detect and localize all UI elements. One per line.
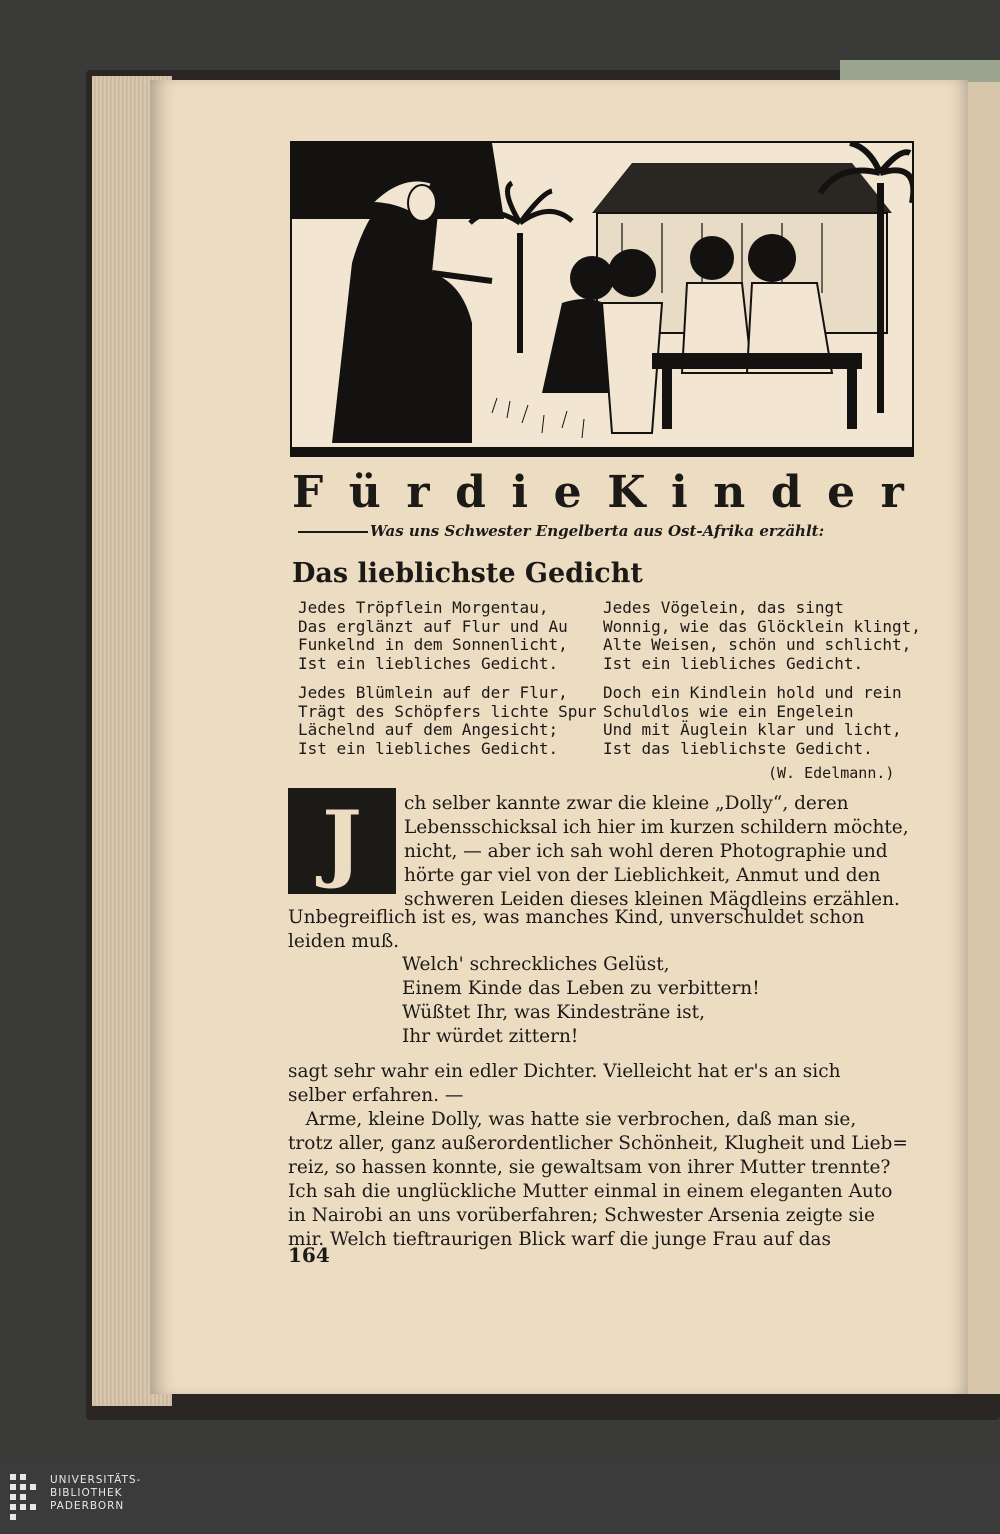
poem-line: Schuldlos wie ein Engelein bbox=[603, 701, 854, 721]
text-line: Arme, kleine Dolly, was hatte sie verbrochen, daß man sie, bbox=[288, 1109, 857, 1130]
library-name-line: PADERBORN bbox=[50, 1500, 125, 1512]
title-letter: ü bbox=[348, 466, 381, 518]
library-name-line: UNIVERSITÄTS- bbox=[50, 1474, 142, 1486]
text-line: in Nairobi an uns vorüberfahren; Schwester Arsenia zeigte sie bbox=[288, 1205, 875, 1226]
title-letter: i bbox=[511, 466, 529, 518]
text-line: mir. Welch tieftraurigen Blick warf die junge Frau auf das bbox=[288, 1229, 831, 1250]
stanza-2 bbox=[603, 599, 921, 673]
library-name bbox=[50, 1474, 141, 1513]
title-letter: d bbox=[770, 466, 802, 518]
poem-line: Alte Weisen, schön und schlicht, bbox=[603, 635, 912, 654]
section-title bbox=[292, 462, 904, 522]
library-footer bbox=[0, 1458, 1000, 1534]
title-letter: d bbox=[455, 466, 486, 518]
facing-page-edge bbox=[968, 82, 1000, 1394]
text-line: Ich sah die unglückliche Mutter einmal in einem eleganten Auto bbox=[288, 1181, 893, 1202]
poem-line: Jedes Tröpflein Morgentau, bbox=[298, 598, 549, 617]
poem-line: Und mit Äuglein klar und licht, bbox=[603, 720, 902, 739]
stanza-3 bbox=[298, 684, 597, 758]
drop-cap bbox=[288, 788, 396, 894]
text-line: hörte gar viel von der Lieblichkeit, Anmut und den bbox=[404, 865, 881, 886]
text-line: selber erfahren. — bbox=[288, 1085, 464, 1106]
poem-title: Das lieblichste Gedicht bbox=[292, 558, 643, 589]
stanza-1 bbox=[298, 599, 568, 673]
title-letter: i bbox=[671, 466, 688, 518]
poem-line: Ist ein liebliches Gedicht. bbox=[298, 738, 559, 758]
text-line: leiden muß. bbox=[288, 931, 400, 952]
poem-line: Funkelnd in dem Sonnenlicht, bbox=[298, 635, 568, 654]
text-line: Unbegreiflich ist es, was manches Kind, unverschuldet schon bbox=[288, 907, 865, 928]
title-letter: K bbox=[607, 466, 646, 518]
title-letter: r bbox=[880, 466, 904, 518]
paragraph-1-indented bbox=[404, 792, 909, 912]
poem-line: Lächelnd auf dem Angesicht; bbox=[298, 720, 559, 739]
poem-line: Wonnig, wie das Glöcklein klingt, bbox=[603, 616, 921, 636]
title-letter: r bbox=[406, 466, 430, 518]
poem-line: Ist das lieblichste Gedicht. bbox=[603, 738, 873, 758]
poem-line: Ist ein liebliches Gedicht. bbox=[603, 653, 864, 673]
poem-line: Jedes Vögelein, das singt bbox=[603, 598, 844, 617]
verse-quote bbox=[402, 953, 760, 1049]
library-name-line: BIBLIOTHEK bbox=[50, 1487, 123, 1499]
text-line: Lebensschicksal ich hier im kurzen schildern möchte, bbox=[404, 817, 909, 838]
text-line: nicht, — aber ich sah wohl deren Photographie und bbox=[404, 841, 888, 862]
text-line: sagt sehr wahr ein edler Dichter. Vielleicht hat er's an sich bbox=[288, 1061, 841, 1082]
title-letter: F bbox=[292, 466, 324, 518]
subtitle-rule bbox=[298, 531, 368, 533]
text-line: reiz, so hassen konnte, sie gewaltsam von ihrer Mutter trennte? bbox=[288, 1157, 891, 1178]
library-logo-icon bbox=[8, 1472, 38, 1520]
paragraph-2 bbox=[288, 1060, 908, 1252]
paragraph-1-full bbox=[288, 906, 864, 954]
quote-line: Einem Kinde das Leben zu verbittern! bbox=[402, 978, 760, 999]
title-letter: e bbox=[553, 466, 582, 518]
illustration-drawing bbox=[292, 143, 912, 455]
poem-line: Trägt des Schöpfers lichte Spur bbox=[298, 701, 597, 721]
poem-line: Jedes Blümlein auf der Flur, bbox=[298, 683, 568, 702]
subtitle: Was uns Schwester Engelberta aus Ost-Afrika erzählt: bbox=[370, 522, 825, 540]
header-illustration bbox=[290, 141, 914, 457]
poem-line: Doch ein Kindlein hold und rein bbox=[603, 683, 902, 702]
poem-line: Das erglänzt auf Flur und Au bbox=[298, 616, 568, 636]
title-letter: n bbox=[713, 466, 746, 518]
quote-line: Wüßtet Ihr, was Kindesträne ist, bbox=[402, 1002, 705, 1023]
quote-line: Welch' schreckliches Gelüst, bbox=[402, 954, 670, 975]
stanza-4 bbox=[603, 684, 902, 758]
title-letter: e bbox=[827, 466, 856, 518]
text-line: ch selber kannte zwar die kleine „Dolly“, deren bbox=[404, 793, 849, 814]
poem-author: (W. Edelmann.) bbox=[768, 764, 895, 782]
quote-line: Ihr würdet zittern! bbox=[402, 1026, 579, 1047]
text-line: trotz aller, ganz außerordentlicher Schönheit, Klugheit und Lieb= bbox=[288, 1133, 908, 1154]
drop-cap-letter: J bbox=[322, 791, 362, 891]
page-number: 164 bbox=[288, 1243, 330, 1267]
poem-line: Ist ein liebliches Gedicht. bbox=[298, 653, 559, 673]
text-line: schweren Leiden dieses kleinen Mägdleins erzählen. bbox=[404, 889, 900, 910]
